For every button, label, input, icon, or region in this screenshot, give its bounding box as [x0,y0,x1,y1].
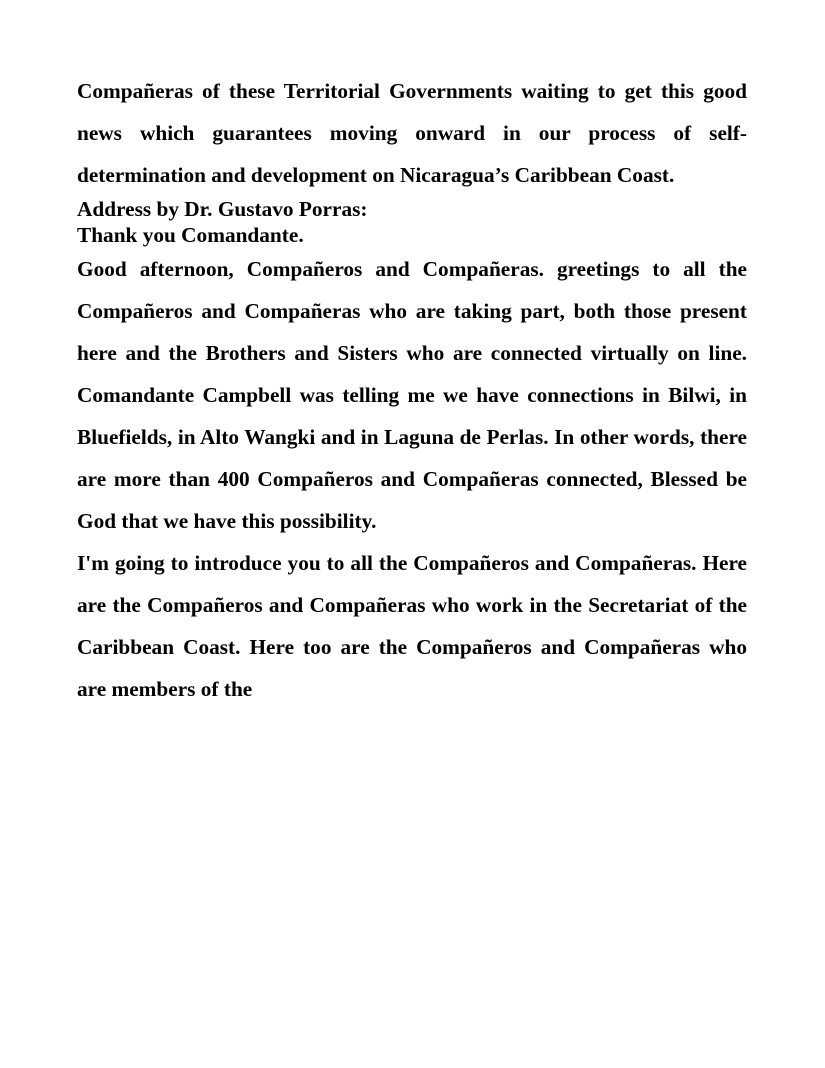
paragraph-intro: Compañeras of these Territorial Governments waiting to get this good news which guarantees moving onward in our process of self-determination and development on Nicaragua’s Caribbean Coast. [77,79,747,187]
paragraph-thanks: Thank you Comandante. [77,223,304,247]
paragraph-introductions: I'm going to introduce you to all the Compañeros and Compañeras. Here are the Compañeros and Compañeras who work in the Secretariat of the Caribbean Coast. Here too are the Compañeros and Compañeras who are members of the [77,551,747,701]
paragraph-greetings: Good afternoon, Compañeros and Compañeras. greetings to all the Compañeros and Compañeras who are taking part, both those present here and the Brothers and Sisters who are connected virtually on line. Comandante Campbell was telling me we have connections in Bilwi, in Bluefields, in Alto Wangki and in Laguna de Perlas. In other words, there are more than 400 Compañeros and Compañeras connected, Blessed be God that we have this possibility. [77,257,747,533]
speaker-heading: Address by Dr. Gustavo Porras: [77,197,368,221]
document-page [77,70,747,710]
